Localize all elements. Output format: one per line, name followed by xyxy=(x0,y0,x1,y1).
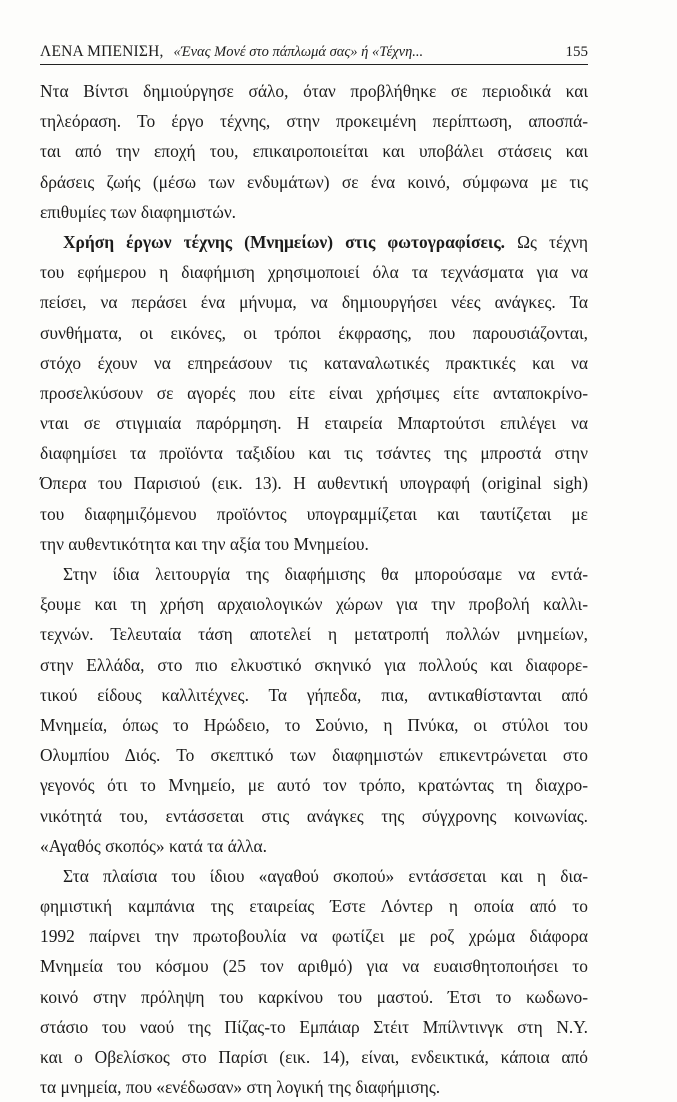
text-line: προσελκύσουν σε αγορές που είτε είναι χρήσιμες είτε ανταποκρίνο- xyxy=(40,382,588,403)
section-heading: Χρήση έργων τέχνης (Μνημείων) στις φωτογραφίσεις. xyxy=(63,231,506,252)
body-text xyxy=(40,76,588,1102)
text-line: Μνημεία, όπως το Ηρώδειο, το Σούνιο, η Πνύκα, οι στύλοι του xyxy=(40,714,588,735)
text-line: τα μνημεία, που «ενέδωσαν» στη λογική της διαφήμισης. xyxy=(40,1077,441,1098)
text-line: Μνημεία του κόσμου (25 τον αριθμό) για να ευαισθητοποιήσει το xyxy=(40,956,588,977)
text-line: τεχνών. Τελευταία τάση αποτελεί η μετατροπή πολλών μνημείων, xyxy=(40,624,588,645)
text-line: 1992 παίρνει την πρωτοβουλία να φωτίζει με ροζ χρώμα διάφορα xyxy=(40,926,588,947)
text-line: ται από την εποχή του, επικαιροποιείται και υποβάλει στάσεις και xyxy=(40,141,588,162)
text-line: νικότητά του, εντάσσεται στις ανάγκες της σύγχρονης κοινωνίας. xyxy=(40,805,588,826)
text-line: Ντα Βίντσι δημιούργησε σάλο, όταν προβλήθηκε σε περιοδικά και xyxy=(40,81,588,101)
text-line: «Αγαθός σκοπός» κατά τα άλλα. xyxy=(40,835,268,856)
paragraph xyxy=(40,559,588,861)
text-line: Ολυμπίου Διός. Το σκεπτικό των διαφημιστών επικεντρώνεται στο xyxy=(40,745,588,766)
text-line: Στα πλαίσια του ίδιου «αγαθού σκοπού» εντάσσεται και η δια- xyxy=(63,865,588,886)
text-line: διαφημίσει τα προϊόντα ταξιδίου και τις τσάντες της μπροστά στην xyxy=(40,443,588,464)
running-head xyxy=(40,42,588,65)
text-line: στην Ελλάδα, στο πιο ελκυστικό σκηνικό για πολλούς και διαφορε- xyxy=(40,654,588,675)
text-line-content: Ως τέχνη xyxy=(505,231,588,252)
text-line: του διαφημιζόμενου προϊόντος υπογραμμίζεται και ταυτίζεται με xyxy=(40,503,588,524)
text-line: του εφήμερου η διαφήμιση χρησιμοποιεί όλα τα τεχνάσματα για να xyxy=(40,262,588,283)
text-line: φημιστική καμπάνια της εταιρείας Έστε Λόντερ η οποία από το xyxy=(40,896,588,917)
text-line: τηλεόραση. Το έργο τέχνης, στην προκειμένη περίπτωση, αποσπά- xyxy=(40,111,588,132)
text-line: και ο Οβελίσκος στο Παρίσι (εικ. 14), είναι, ενδεικτικά, κάποια από xyxy=(40,1047,588,1067)
paragraph xyxy=(40,76,588,227)
text-line: νται σε στιγμιαία παρόρμηση. Η εταιρεία Μπαρτούτσι επιλέγει να xyxy=(40,413,588,434)
text-line: γεγονός ότι το Μνημείο, με αυτό τον τρόπο, κρατώντας τη διαχρο- xyxy=(40,775,588,796)
text-line: πείσει, να περάσει ένα μήνυμα, να δημιουργήσει νέες ανάγκες. Τα xyxy=(40,292,588,313)
running-head-author: ΛΕΝΑ ΜΠΕΝΙΣΗ, xyxy=(40,43,164,60)
running-head-left xyxy=(40,42,423,62)
text-line: Στην ίδια λειτουργία της διαφήμισης θα μπορούσαμε να εντά- xyxy=(63,564,588,584)
text-line: συνθήματα, οι εικόνες, οι τρόποι έκφρασης, που παρουσιάζονται, xyxy=(40,322,588,343)
text-line: κοινό στην πρόληψη του καρκίνου του μαστού. Έτσι το κωδωνο- xyxy=(40,986,588,1007)
text-line: επιθυμίες των διαφημιστών. xyxy=(40,201,237,222)
text-line: ξουμε και τη χρήση αρχαιολογικών χώρων για την προβολή καλλι- xyxy=(40,594,588,615)
text-line xyxy=(40,227,588,257)
running-head-title: «Ένας Μονέ στο πάπλωμά σας» ή «Τέχνη... xyxy=(173,44,424,60)
text-line: δράσεις ζωής (μέσω των ενδυμάτων) σε ένα κοινό, σύμφωνα με τις xyxy=(40,171,588,192)
paragraph xyxy=(40,227,588,559)
book-page xyxy=(40,42,588,1102)
page-number: 155 xyxy=(565,44,588,60)
text-line: στόχο έχουν να επηρεάσουν τις καταναλωτικές πρακτικές και να xyxy=(40,352,588,373)
paragraph xyxy=(40,861,588,1102)
text-line: την αυθεντικότητα και την αξία του Μνημείου. xyxy=(40,533,369,554)
text-line: Όπερα του Παρισιού (εικ. 13). Η αυθεντική υπογραφή (original sigh) xyxy=(40,473,588,494)
text-line: τικού είδους καλλιτέχνες. Τα γήπεδα, πια, αντικαθίστανται από xyxy=(40,684,588,705)
text-line: στάσιο του ναού της Πίζας-το Εμπάιαρ Στέιτ Μπίλντινγκ στη Ν.Υ. xyxy=(40,1016,588,1037)
